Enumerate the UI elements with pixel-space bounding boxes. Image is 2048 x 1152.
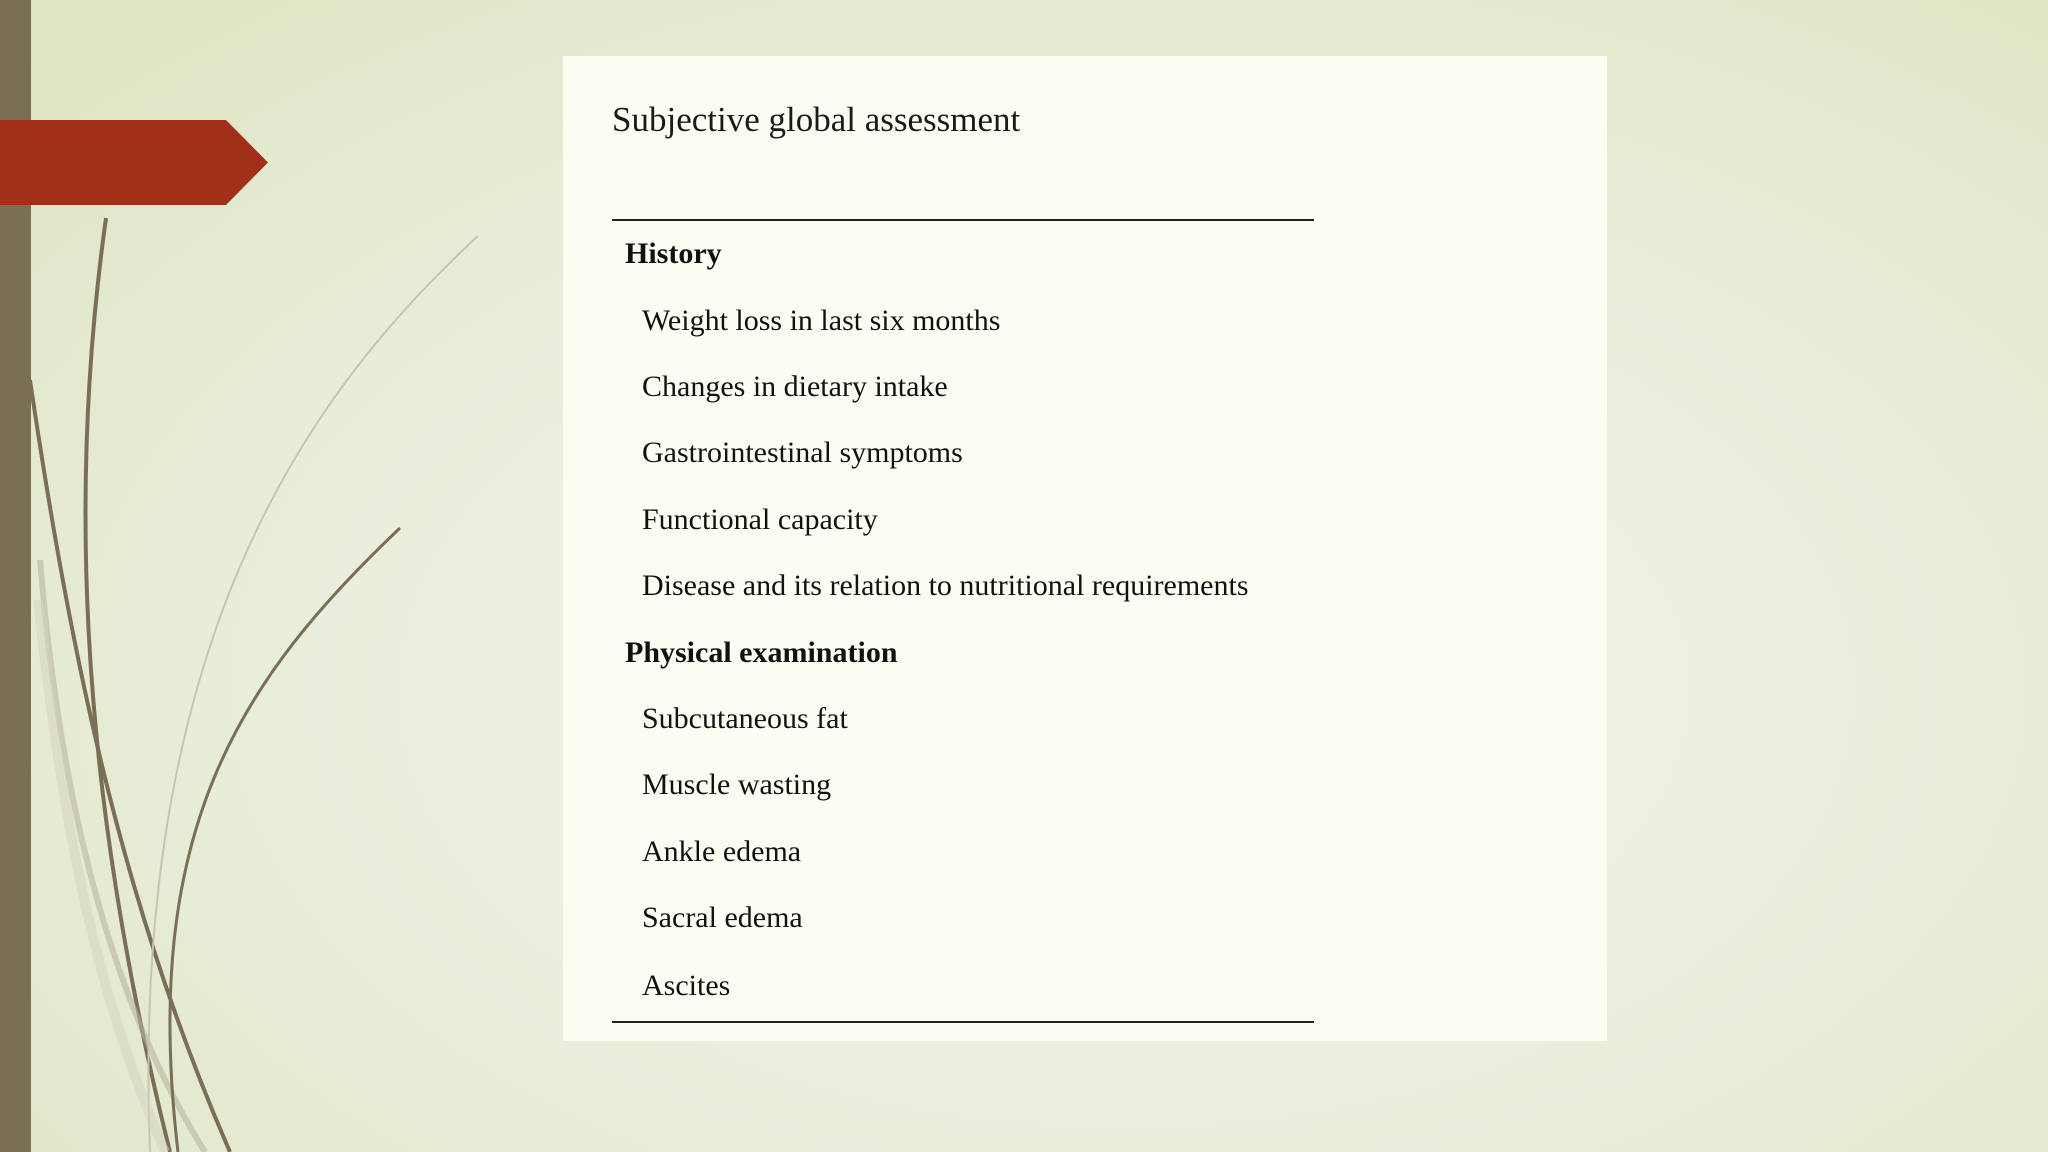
title-arrow-tab [0, 120, 268, 205]
table-row: Ankle edema [642, 834, 802, 868]
table-row: Disease and its relation to nutritional requirements [642, 569, 1249, 603]
table-rows [612, 221, 1314, 1021]
table-row: Changes in dietary intake [642, 369, 948, 403]
section-heading-history: History [625, 237, 722, 271]
slide-title: Subjective global assessment [612, 100, 1021, 139]
table-row: Weight loss in last six months [642, 303, 1001, 337]
table-bottom-rule [612, 1021, 1314, 1023]
table-row: Muscle wasting [642, 768, 832, 802]
table-row: Gastrointestinal symptoms [642, 436, 963, 470]
table-row: Functional capacity [642, 502, 878, 536]
section-heading-physical-examination: Physical examination [625, 635, 898, 669]
assessment-table [612, 219, 1314, 1023]
table-row: Ascites [642, 969, 731, 1003]
table-row: Sacral edema [642, 901, 803, 935]
table-row: Subcutaneous fat [642, 701, 848, 735]
content-card [563, 56, 1607, 1041]
